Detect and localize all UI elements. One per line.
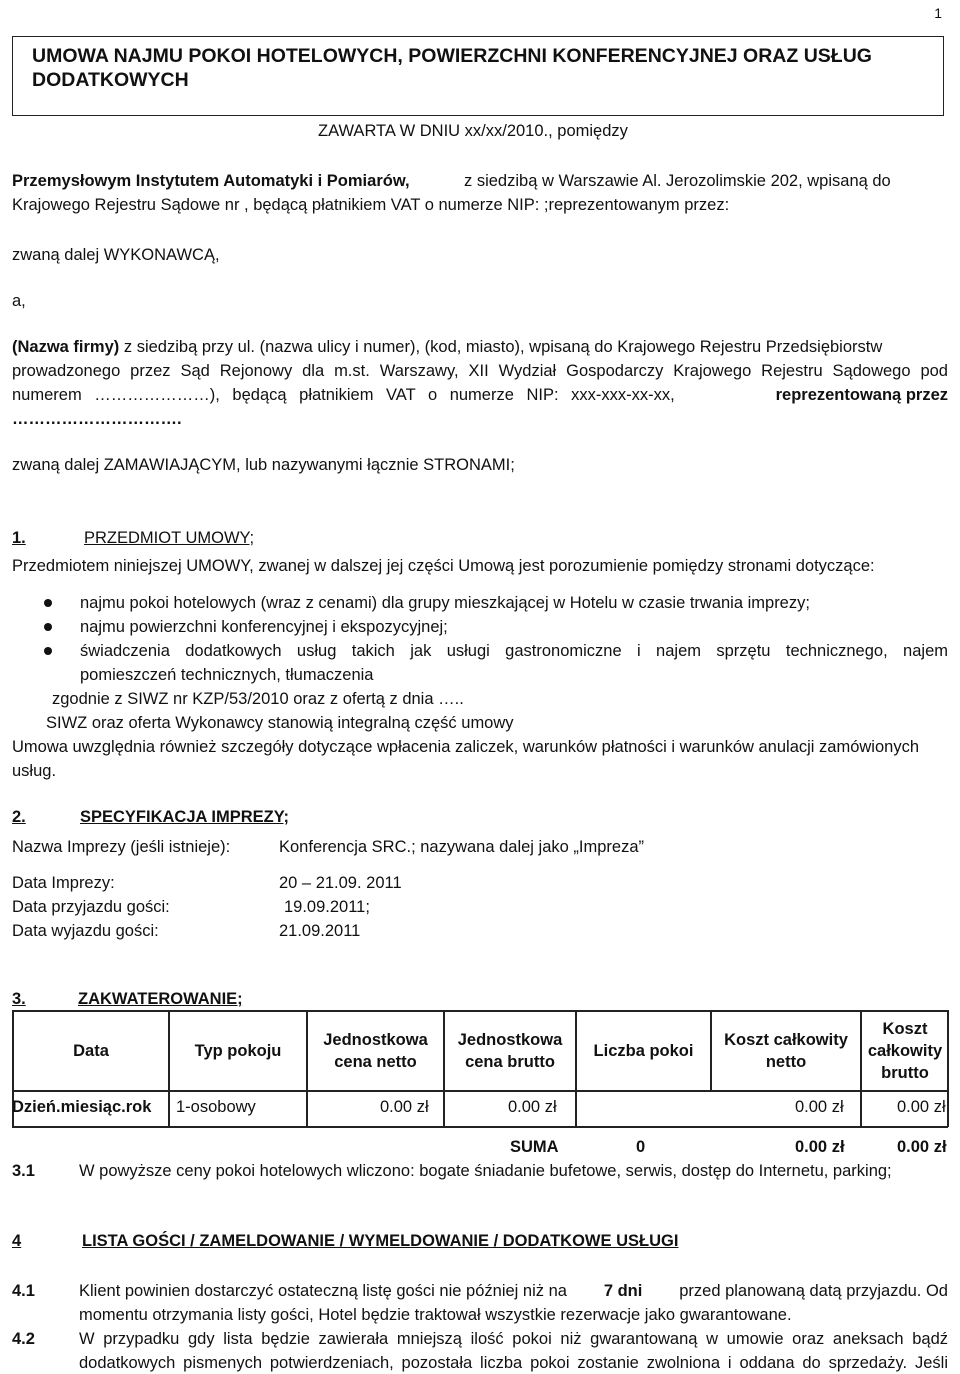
bullet-3 bbox=[44, 647, 52, 655]
section3-title: ZAKWATEROWANIE; bbox=[78, 990, 243, 1008]
table-cell-unit-net: 0.00 zł bbox=[380, 1098, 429, 1116]
sum-rooms: 0 bbox=[636, 1138, 646, 1156]
table-header-data: Data bbox=[73, 1042, 109, 1060]
table-header-room-type: Typ pokoju bbox=[194, 1042, 282, 1060]
event-name-value: Konferencja SRC.; nazywana dalej jako „Impreza” bbox=[279, 838, 645, 856]
sum-brutto: 0.00 zł bbox=[897, 1138, 947, 1156]
party2-address: z siedzibą przy ul. (nazwa ulicy i numer), (kod, miasto), wpisaną do Krajowego Rejestru Przedsiębiorstw bbox=[123, 338, 883, 356]
table-header-rooms: Liczba pokoi bbox=[593, 1042, 694, 1060]
bullet-1 bbox=[44, 599, 52, 607]
section1-also-2: usług. bbox=[12, 762, 57, 780]
section1-per-siwz: zgodnie z SIWZ nr KZP/53/2010 oraz z ofertą z dnia ….. bbox=[52, 690, 464, 708]
item-4-2-line-2: dodatkowych pismenych potwierdzeniach, pozostała liczba pokoi zostanie zwolniona i oddana do sprzedaży. Jeśli bbox=[79, 1354, 948, 1372]
title-line-2: DODATKOWYCH bbox=[32, 69, 189, 91]
table-bottom-border bbox=[12, 1126, 948, 1128]
party1-name: Przemysłowym Instytutem Automatyki i Pomiarów, bbox=[12, 172, 410, 190]
section3-number: 3. bbox=[12, 990, 26, 1008]
arrival-date-label: Data przyjazdu gości: bbox=[12, 898, 170, 916]
table-cell-total-net: 0.00 zł bbox=[795, 1098, 844, 1116]
party2-nip: numerem …………………), będącą płatnikiem VAT o numerze NIP: xxx-xxx-xx-xx, bbox=[12, 386, 675, 404]
item-4-1-line-2: momentu otrzymania listy gości, Hotel będzie traktował wszystkie rezerwacje jako gwarantowane. bbox=[79, 1306, 792, 1324]
table-header-unit-net: Jednostkowa cena netto bbox=[323, 1031, 428, 1071]
title-line-1: UMOWA NAJMU POKOI HOTELOWYCH, POWIERZCHNI KONFERENCYJNEJ ORAZ USŁUG bbox=[32, 45, 872, 67]
arrival-date-value: 19.09.2011; bbox=[284, 898, 370, 916]
item-4-1-days: 7 dni bbox=[603, 1282, 643, 1300]
sum-netto: 0.00 zł bbox=[795, 1138, 845, 1156]
table-header-unit-gross: Jednostkowa cena brutto bbox=[457, 1031, 563, 1071]
concluded-date: ZAWARTA W DNIU xx/xx/2010., pomiędzy bbox=[318, 122, 628, 140]
section1-number: 1. bbox=[12, 529, 26, 547]
table-header-total-gross: Koszt całkowity brutto bbox=[867, 1020, 943, 1082]
party1-called: zwaną dalej WYKONAWCĄ, bbox=[12, 246, 220, 264]
table-cell-unit-gross: 0.00 zł bbox=[508, 1098, 557, 1116]
party2-line-3 bbox=[12, 384, 948, 406]
departure-date-value: 21.09.2011 bbox=[279, 922, 361, 940]
section1-bullet-1: najmu pokoi hotelowych (wraz z cenami) dla grupy mieszkającej w Hotelu w czasie trwania imprezy; bbox=[80, 594, 810, 612]
party2-represented: reprezentowaną przez bbox=[775, 386, 948, 404]
section1-title: PRZEDMIOT UMOWY; bbox=[84, 529, 255, 547]
item-4-2-line-1: W przypadku gdy lista będzie zawierała mniejszą ilość pokoi niż gwarantowaną w umowie oraz aneksach bądź bbox=[79, 1330, 948, 1348]
item-4-1-number: 4.1 bbox=[12, 1282, 35, 1300]
item-4-1-line-1 bbox=[79, 1280, 948, 1302]
section2-title: SPECYFIKACJA IMPREZY; bbox=[80, 808, 290, 826]
event-date-label: Data Imprezy: bbox=[12, 874, 115, 892]
table-cell-date: Dzień.miesiąc.rok bbox=[12, 1098, 152, 1116]
event-name-label: Nazwa Imprezy (jeśli istnieje): bbox=[12, 838, 231, 856]
section1-bullet-3: świadczenia dodatkowych usług takich jak usługi gastronomiczne i najem sprzętu technicznego, najem bbox=[80, 642, 948, 660]
party2-line-2: prowadzonego przez Sąd Rejonowy dla m.st. Warszawy, XII Wydział Gospodarczy Krajowego Rejestru Sądowego pod bbox=[12, 362, 948, 380]
note-3-1-text: W powyższe ceny pokoi hotelowych wliczono: bogate śniadanie bufetowe, serwis, dostęp do Internetu, parking; bbox=[79, 1162, 892, 1180]
party1-registry: Krajowego Rejestru Sądowe nr , będącą płatnikiem VAT o numerze NIP: ;reprezentowanym przez: bbox=[12, 196, 730, 214]
departure-date-label: Data wyjazdu gości: bbox=[12, 922, 159, 940]
party2-line-4: …………………………. bbox=[12, 410, 182, 428]
table-header-border bbox=[12, 1090, 948, 1092]
page-number: 1 bbox=[934, 5, 942, 21]
section1-siwz-note: SIWZ oraz oferta Wykonawcy stanowią integralną część umowy bbox=[46, 714, 514, 732]
section1-intro: Przedmiotem niniejszej UMOWY, zwanej w dalszej jej części Umową jest porozumienie pomiędzy stronami dotyczące: bbox=[12, 557, 875, 575]
section1-bullet-2: najmu powierzchni konferencyjnej i ekspozycyjnej; bbox=[80, 618, 448, 636]
party2-line-1 bbox=[12, 336, 948, 358]
table-cell-room-type: 1-osobowy bbox=[176, 1098, 256, 1116]
note-3-1-number: 3.1 bbox=[12, 1162, 35, 1180]
party2-called: zwaną dalej ZAMAWIAJĄCYM, lub nazywanymi łącznie STRONAMI; bbox=[12, 456, 515, 474]
section4-number: 4 bbox=[12, 1232, 22, 1250]
event-date-value: 20 – 21.09. 2011 bbox=[279, 874, 402, 892]
bullet-2 bbox=[44, 623, 52, 631]
item-4-1-text-a: Klient powinien dostarczyć ostateczną listę gości nie później niż na bbox=[79, 1282, 567, 1300]
section4-title: LISTA GOŚCI / ZAMELDOWANIE / WYMELDOWANIE / DODATKOWE USŁUGI bbox=[82, 1232, 679, 1250]
sum-label: SUMA bbox=[510, 1138, 559, 1156]
section1-bullet-3-cont: pomieszczeń technicznych, tłumaczenia bbox=[80, 666, 374, 684]
item-4-1-text-b: przed planowaną datą przyjazdu. Od bbox=[679, 1282, 948, 1300]
section2-number: 2. bbox=[12, 808, 26, 826]
table-cell-total-gross: 0.00 zł bbox=[897, 1098, 946, 1116]
section1-also-1: Umowa uwzględnia również szczegóły dotyczące wpłacenia zaliczek, warunków płatności i warunków anulacji zamówionych bbox=[12, 738, 920, 756]
party2-name: (Nazwa firmy) bbox=[12, 338, 120, 356]
and-text: a, bbox=[12, 292, 26, 310]
party1-address: z siedzibą w Warszawie Al. Jerozolimskie 202, wpisaną do bbox=[464, 172, 891, 190]
table-header-total-net: Koszt całkowity netto bbox=[724, 1031, 848, 1071]
item-4-2-number: 4.2 bbox=[12, 1330, 35, 1348]
